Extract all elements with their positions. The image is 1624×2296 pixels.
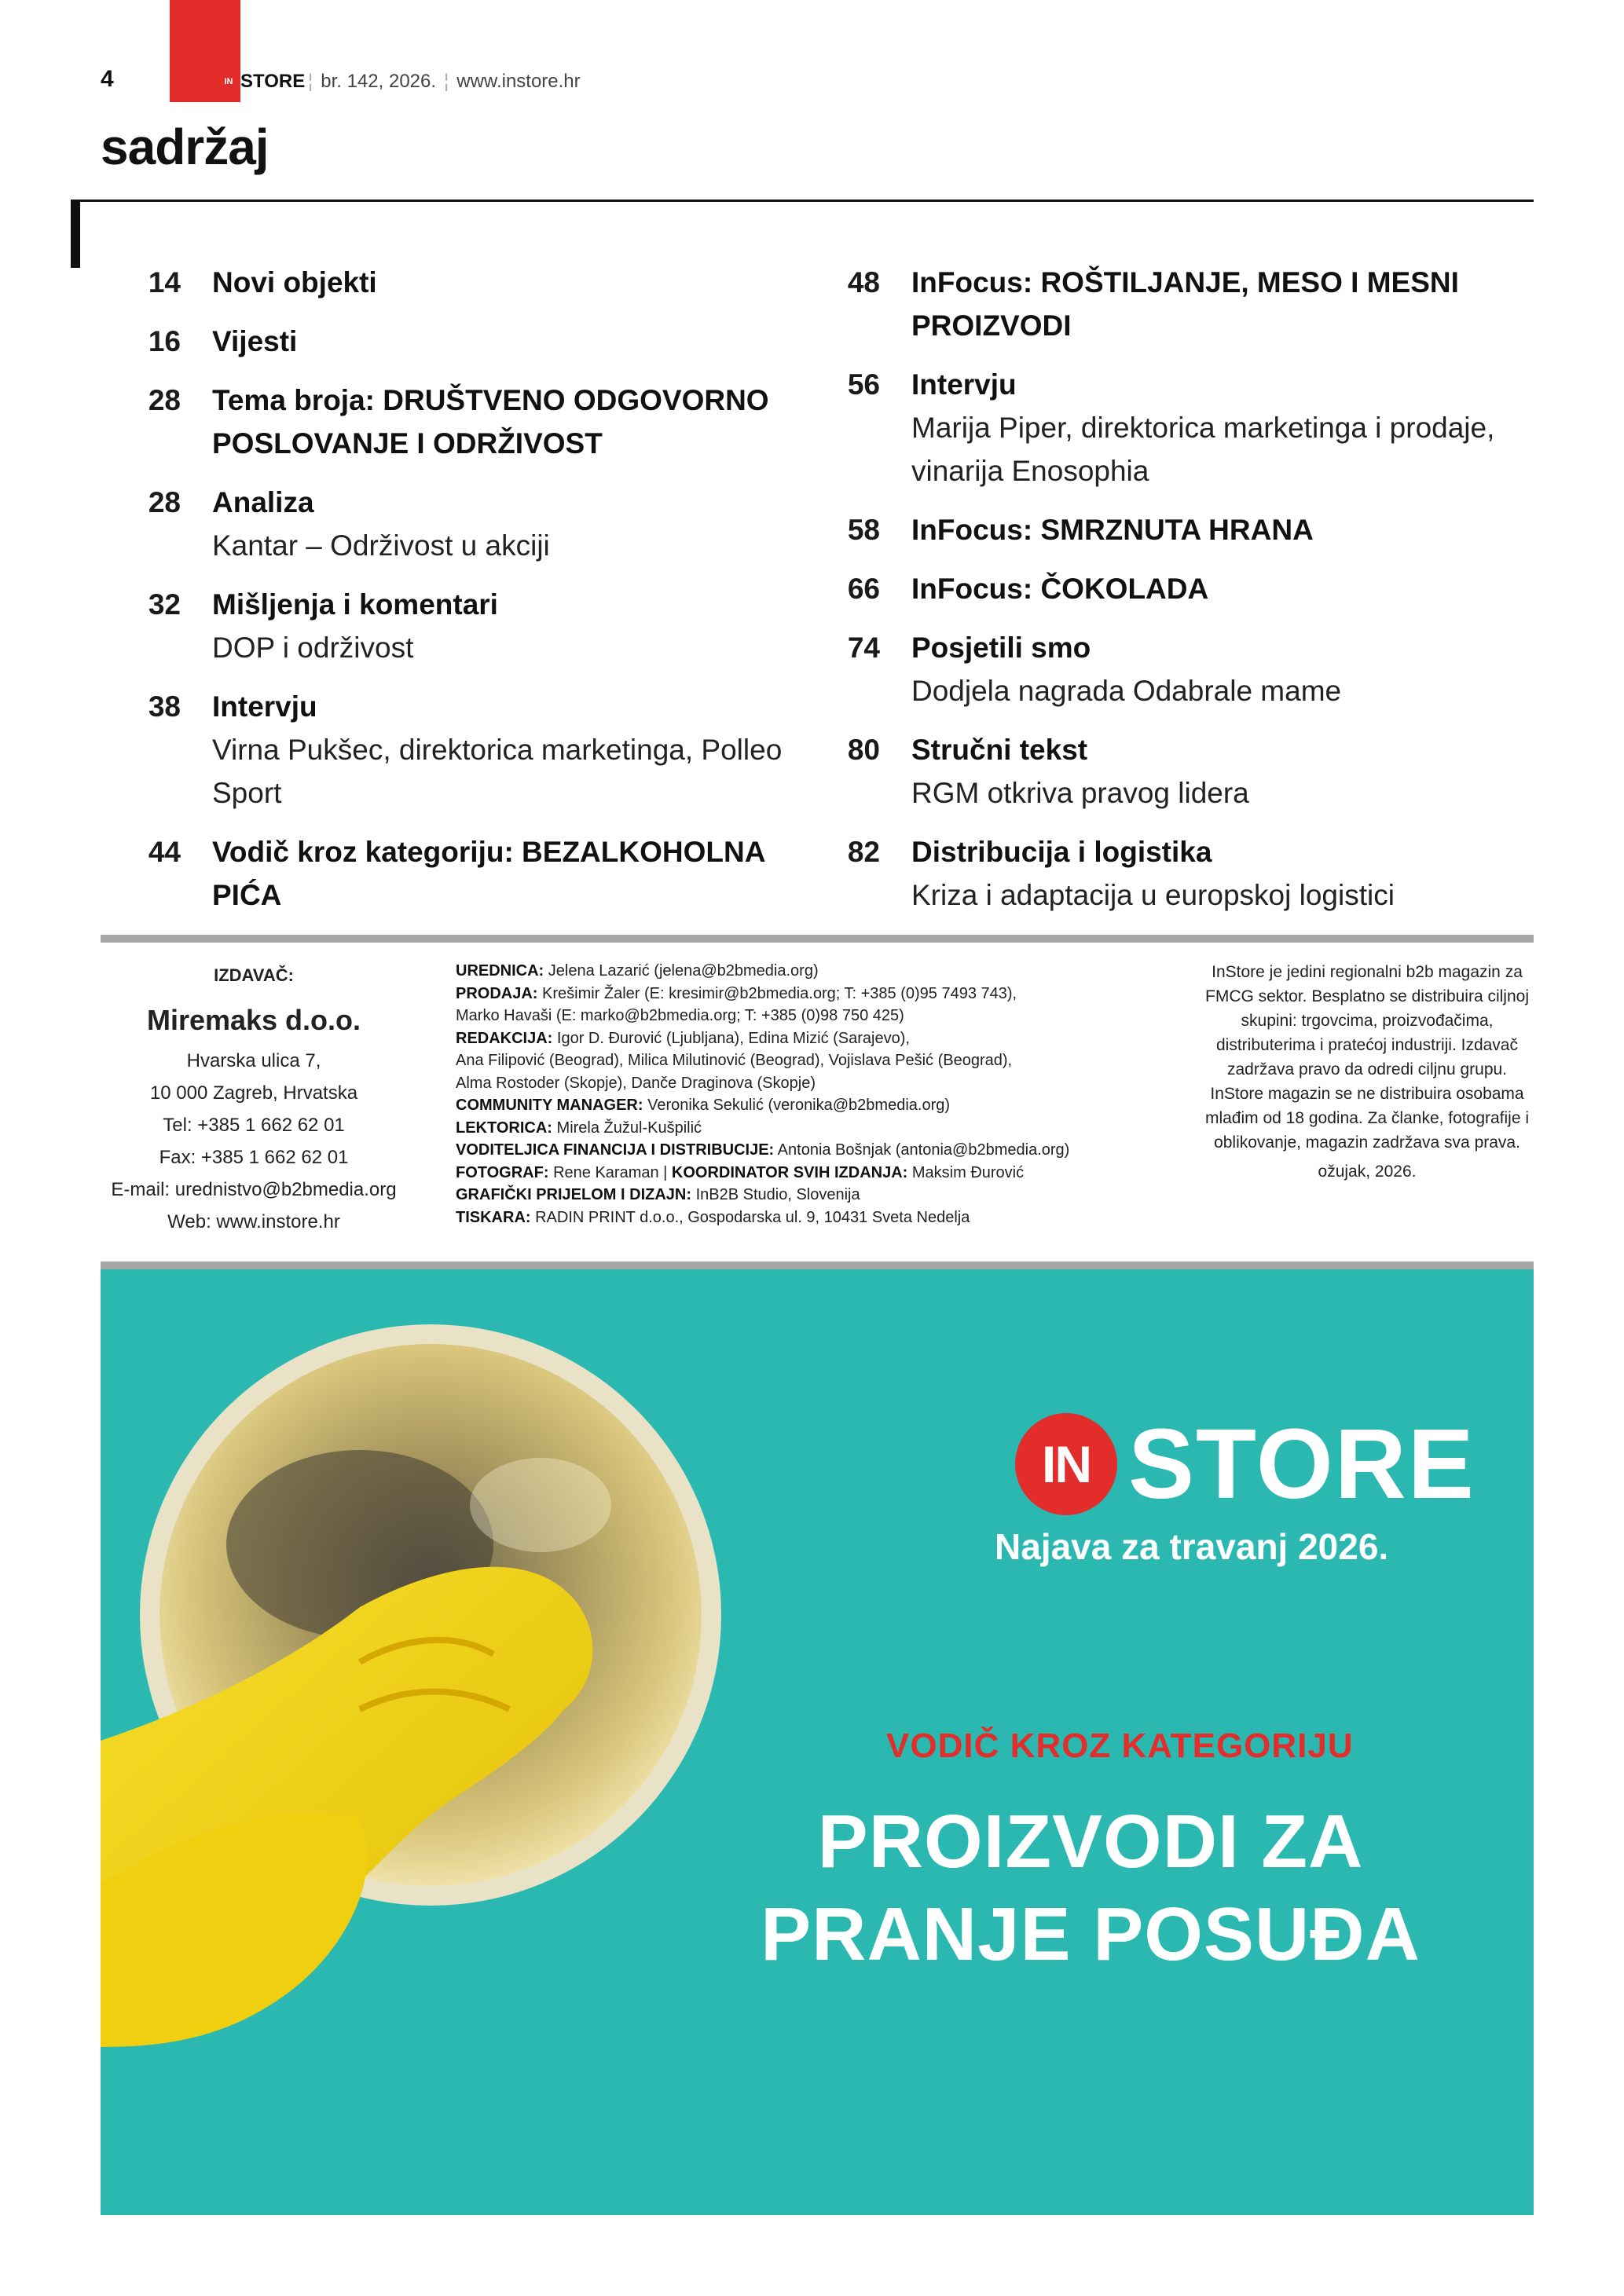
publisher-email[interactable]: E-mail: urednistvo@b2bmedia.org	[111, 1179, 397, 1200]
about-text: InStore je jedini regionalni b2b magazin za FMCG sektor. Besplatno se distribuira ciljnoj skupini: trgovcima, proizvođačima, distributerima i pratećoj industriji. Izdavač zadržava pravo da odredi ciljnu grupu. InStore magazin se ne distribuira osobama mlađim od 18 godina. Za članke, fotografije i oblikovanje, magazin zadržava sva prava.	[1204, 963, 1530, 1152]
toc-title: Vodič kroz kategoriju: BEZALKOHOLNA PIĆA	[212, 836, 765, 911]
toc-column-left	[118, 261, 786, 932]
staff-row	[456, 1162, 1194, 1185]
staff-names: Mirela Žužul-Kušpilić	[556, 1119, 702, 1137]
toc-title: Intervju	[212, 690, 317, 723]
toc-page-number: 82	[847, 836, 880, 868]
staff-role: REDAKCIJA:	[456, 1029, 553, 1047]
toc-entry[interactable]	[118, 320, 786, 363]
toc-page-number: 58	[847, 514, 880, 546]
toc-title: Novi objekti	[212, 266, 377, 298]
publisher-web[interactable]: Web: www.instore.hr	[167, 1211, 340, 1232]
ad-kicker: VODIČ KROZ KATEGORIJU	[886, 1727, 1354, 1765]
toc-entry[interactable]	[118, 830, 786, 917]
toc-entry[interactable]	[118, 481, 786, 567]
toc-entry[interactable]	[817, 626, 1524, 712]
staff-row	[456, 1207, 1194, 1229]
staff-role: TISKARA:	[456, 1208, 531, 1226]
toc-entry[interactable]	[118, 583, 786, 669]
toc-subtitle: Kriza i adaptacija u europskoj logistici	[911, 879, 1395, 911]
toc-page-number: 74	[847, 632, 880, 664]
publisher-fax: Fax: +385 1 662 62 01	[159, 1147, 349, 1168]
toc-page-number: 16	[148, 325, 181, 357]
ad-announcement: Najava za travanj 2026.	[995, 1526, 1389, 1567]
issue-date: ožujak, 2026.	[1318, 1163, 1417, 1181]
staff-names: Antonia Bošnjak (antonia@b2bmedia.org)	[777, 1141, 1070, 1159]
toc-subtitle: Marija Piper, direktorica marketinga i prodaje, vinarija Enosophia	[911, 412, 1495, 487]
publisher-city: 10 000 Zagreb, Hrvatska	[149, 1082, 358, 1104]
title-accent-bar	[71, 202, 80, 268]
staff-role: FOTOGRAF:	[456, 1163, 549, 1181]
about-block	[1202, 960, 1532, 1184]
staff-names: Alma Rostoder (Skopje), Danče Draginova (Skopje)	[456, 1074, 816, 1092]
toc-title: Intervju	[911, 368, 1017, 401]
toc-title: Distribucija i logistika	[911, 836, 1212, 868]
staff-row	[456, 1005, 1194, 1027]
publisher-tel: Tel: +385 1 662 62 01	[163, 1115, 345, 1136]
toc-entry[interactable]	[118, 379, 786, 465]
staff-names: Rene Karaman |	[553, 1163, 672, 1181]
toc-entry[interactable]	[817, 363, 1524, 493]
staff-names: Maksim Đurović	[911, 1163, 1025, 1181]
staff-names: Ana Filipović (Beograd), Milica Milutinović (Beograd), Vojislava Pešić (Beograd),	[456, 1052, 1013, 1069]
ad-headline	[674, 1796, 1507, 1981]
staff-row	[456, 983, 1194, 1005]
staff-role: COMMUNITY MANAGER:	[456, 1097, 643, 1114]
toc-page-number: 28	[148, 384, 181, 416]
page-number: 4	[101, 66, 114, 92]
staff-role: LEKTORICA:	[456, 1119, 552, 1137]
staff-row	[456, 1072, 1194, 1095]
toc-entry[interactable]	[817, 728, 1524, 815]
toc-title: Mišljenja i komentari	[212, 588, 498, 621]
toc-page-number: 32	[148, 588, 181, 621]
toc-page-number: 38	[148, 690, 181, 723]
staff-role: PRODAJA:	[456, 984, 538, 1002]
title-divider	[71, 200, 1534, 202]
ad-logo-badge: IN	[1015, 1413, 1117, 1515]
staff-names: Jelena Lazarić (jelena@b2bmedia.org)	[548, 962, 819, 980]
staff-row	[456, 1094, 1194, 1117]
toc-title: Tema broja: DRUŠTVENO ODGOVORNO POSLOVANJE I ODRŽIVOST	[212, 384, 769, 460]
publisher-address: Hvarska ulica 7,	[186, 1050, 321, 1071]
announcement-ad	[101, 1269, 1534, 2215]
staff-names: Veronika Sekulić (veronika@b2bmedia.org)	[647, 1097, 951, 1114]
publisher-label: IZDAVAČ:	[214, 965, 294, 985]
staff-row	[456, 960, 1194, 983]
toc-page-number: 66	[847, 573, 880, 605]
staff-role: GRAFIČKI PRIJELOM I DIZAJN:	[456, 1186, 692, 1203]
staff-names: Marko Havaši (E: marko@b2bmedia.org; T: +385 (0)98 750 425)	[456, 1007, 904, 1024]
toc-page-number: 14	[148, 266, 181, 298]
section-divider	[101, 935, 1534, 943]
ad-headline-line2: PRANJE POSUĐA	[761, 1892, 1421, 1976]
toc-subtitle: Kantar – Održivost u akciji	[212, 529, 550, 562]
toc-subtitle: Dodjela nagrada Odabrale mame	[911, 675, 1342, 707]
toc-page-number: 80	[847, 734, 880, 766]
staff-row	[456, 1027, 1194, 1050]
toc-title: InFocus: ČOKOLADA	[911, 573, 1209, 605]
toc-page-number: 56	[847, 368, 880, 401]
staff-role: UREDNICA:	[456, 962, 544, 980]
staff-names: InB2B Studio, Slovenija	[695, 1186, 860, 1203]
staff-names: Igor D. Đurović (Ljubljana), Edina Mizić (Sarajevo),	[556, 1029, 910, 1047]
ad-headline-line1: PROIZVODI ZA	[817, 1800, 1364, 1884]
toc-title: Analiza	[212, 486, 314, 518]
ad-logo-word: STORE	[1128, 1408, 1476, 1519]
instore-logo	[220, 71, 305, 93]
toc-title: Vijesti	[212, 325, 298, 357]
toc-page-number: 28	[148, 486, 181, 518]
publisher-block	[101, 960, 407, 1238]
ad-instore-logo	[1015, 1407, 1476, 1521]
toc-entry[interactable]	[817, 508, 1524, 551]
toc-subtitle: DOP i održivost	[212, 632, 414, 664]
staff-role: VODITELJICA FINANCIJA I DISTRIBUCIJE:	[456, 1141, 775, 1159]
logo-badge: IN	[220, 73, 237, 90]
toc-subtitle: RGM otkriva pravog lidera	[911, 777, 1249, 809]
toc-page-number: 48	[847, 266, 880, 298]
staff-row	[456, 1139, 1194, 1162]
staff-role: KOORDINATOR SVIH IZDANJA:	[671, 1163, 908, 1181]
toc-subtitle: Virna Pukšec, direktorica marketinga, Polleo Sport	[212, 734, 783, 809]
staff-names: Krešimir Žaler (E: kresimir@b2bmedia.org; T: +385 (0)95 7493 743),	[542, 984, 1017, 1002]
website-link[interactable]: www.instore.hr	[456, 71, 581, 92]
toc-entry[interactable]	[118, 261, 786, 304]
issue-number: br. 142, 2026.	[321, 71, 437, 92]
publisher-company: Miremaks d.o.o.	[146, 1004, 361, 1036]
section-divider	[101, 1262, 1534, 1269]
logo-word: STORE	[240, 71, 306, 92]
staff-list	[456, 960, 1194, 1229]
toc-page-number: 44	[148, 836, 181, 868]
staff-row	[456, 1117, 1194, 1140]
staff-names: RADIN PRINT d.o.o., Gospodarska ul. 9, 10431 Sveta Nedelja	[535, 1208, 970, 1226]
staff-row	[456, 1184, 1194, 1207]
bowl-highlight	[470, 1458, 611, 1552]
toc-entry[interactable]	[817, 261, 1524, 347]
toc-entry[interactable]	[817, 567, 1524, 610]
toc-title: Posjetili smo	[911, 632, 1091, 664]
toc-title: InFocus: ROŠTILJANJE, MESO I MESNI PROIZVODI	[911, 266, 1459, 342]
toc-column-right	[817, 261, 1524, 932]
staff-row	[456, 1049, 1194, 1072]
toc-title: InFocus: SMRZNUTA HRANA	[911, 514, 1314, 546]
toc-entry[interactable]	[118, 685, 786, 815]
header-meta: ¦ br. 142, 2026. ¦ www.instore.hr	[308, 71, 581, 92]
toc-entry[interactable]	[817, 830, 1524, 917]
page-title: sadržaj	[101, 119, 269, 175]
toc-title: Stručni tekst	[911, 734, 1088, 766]
